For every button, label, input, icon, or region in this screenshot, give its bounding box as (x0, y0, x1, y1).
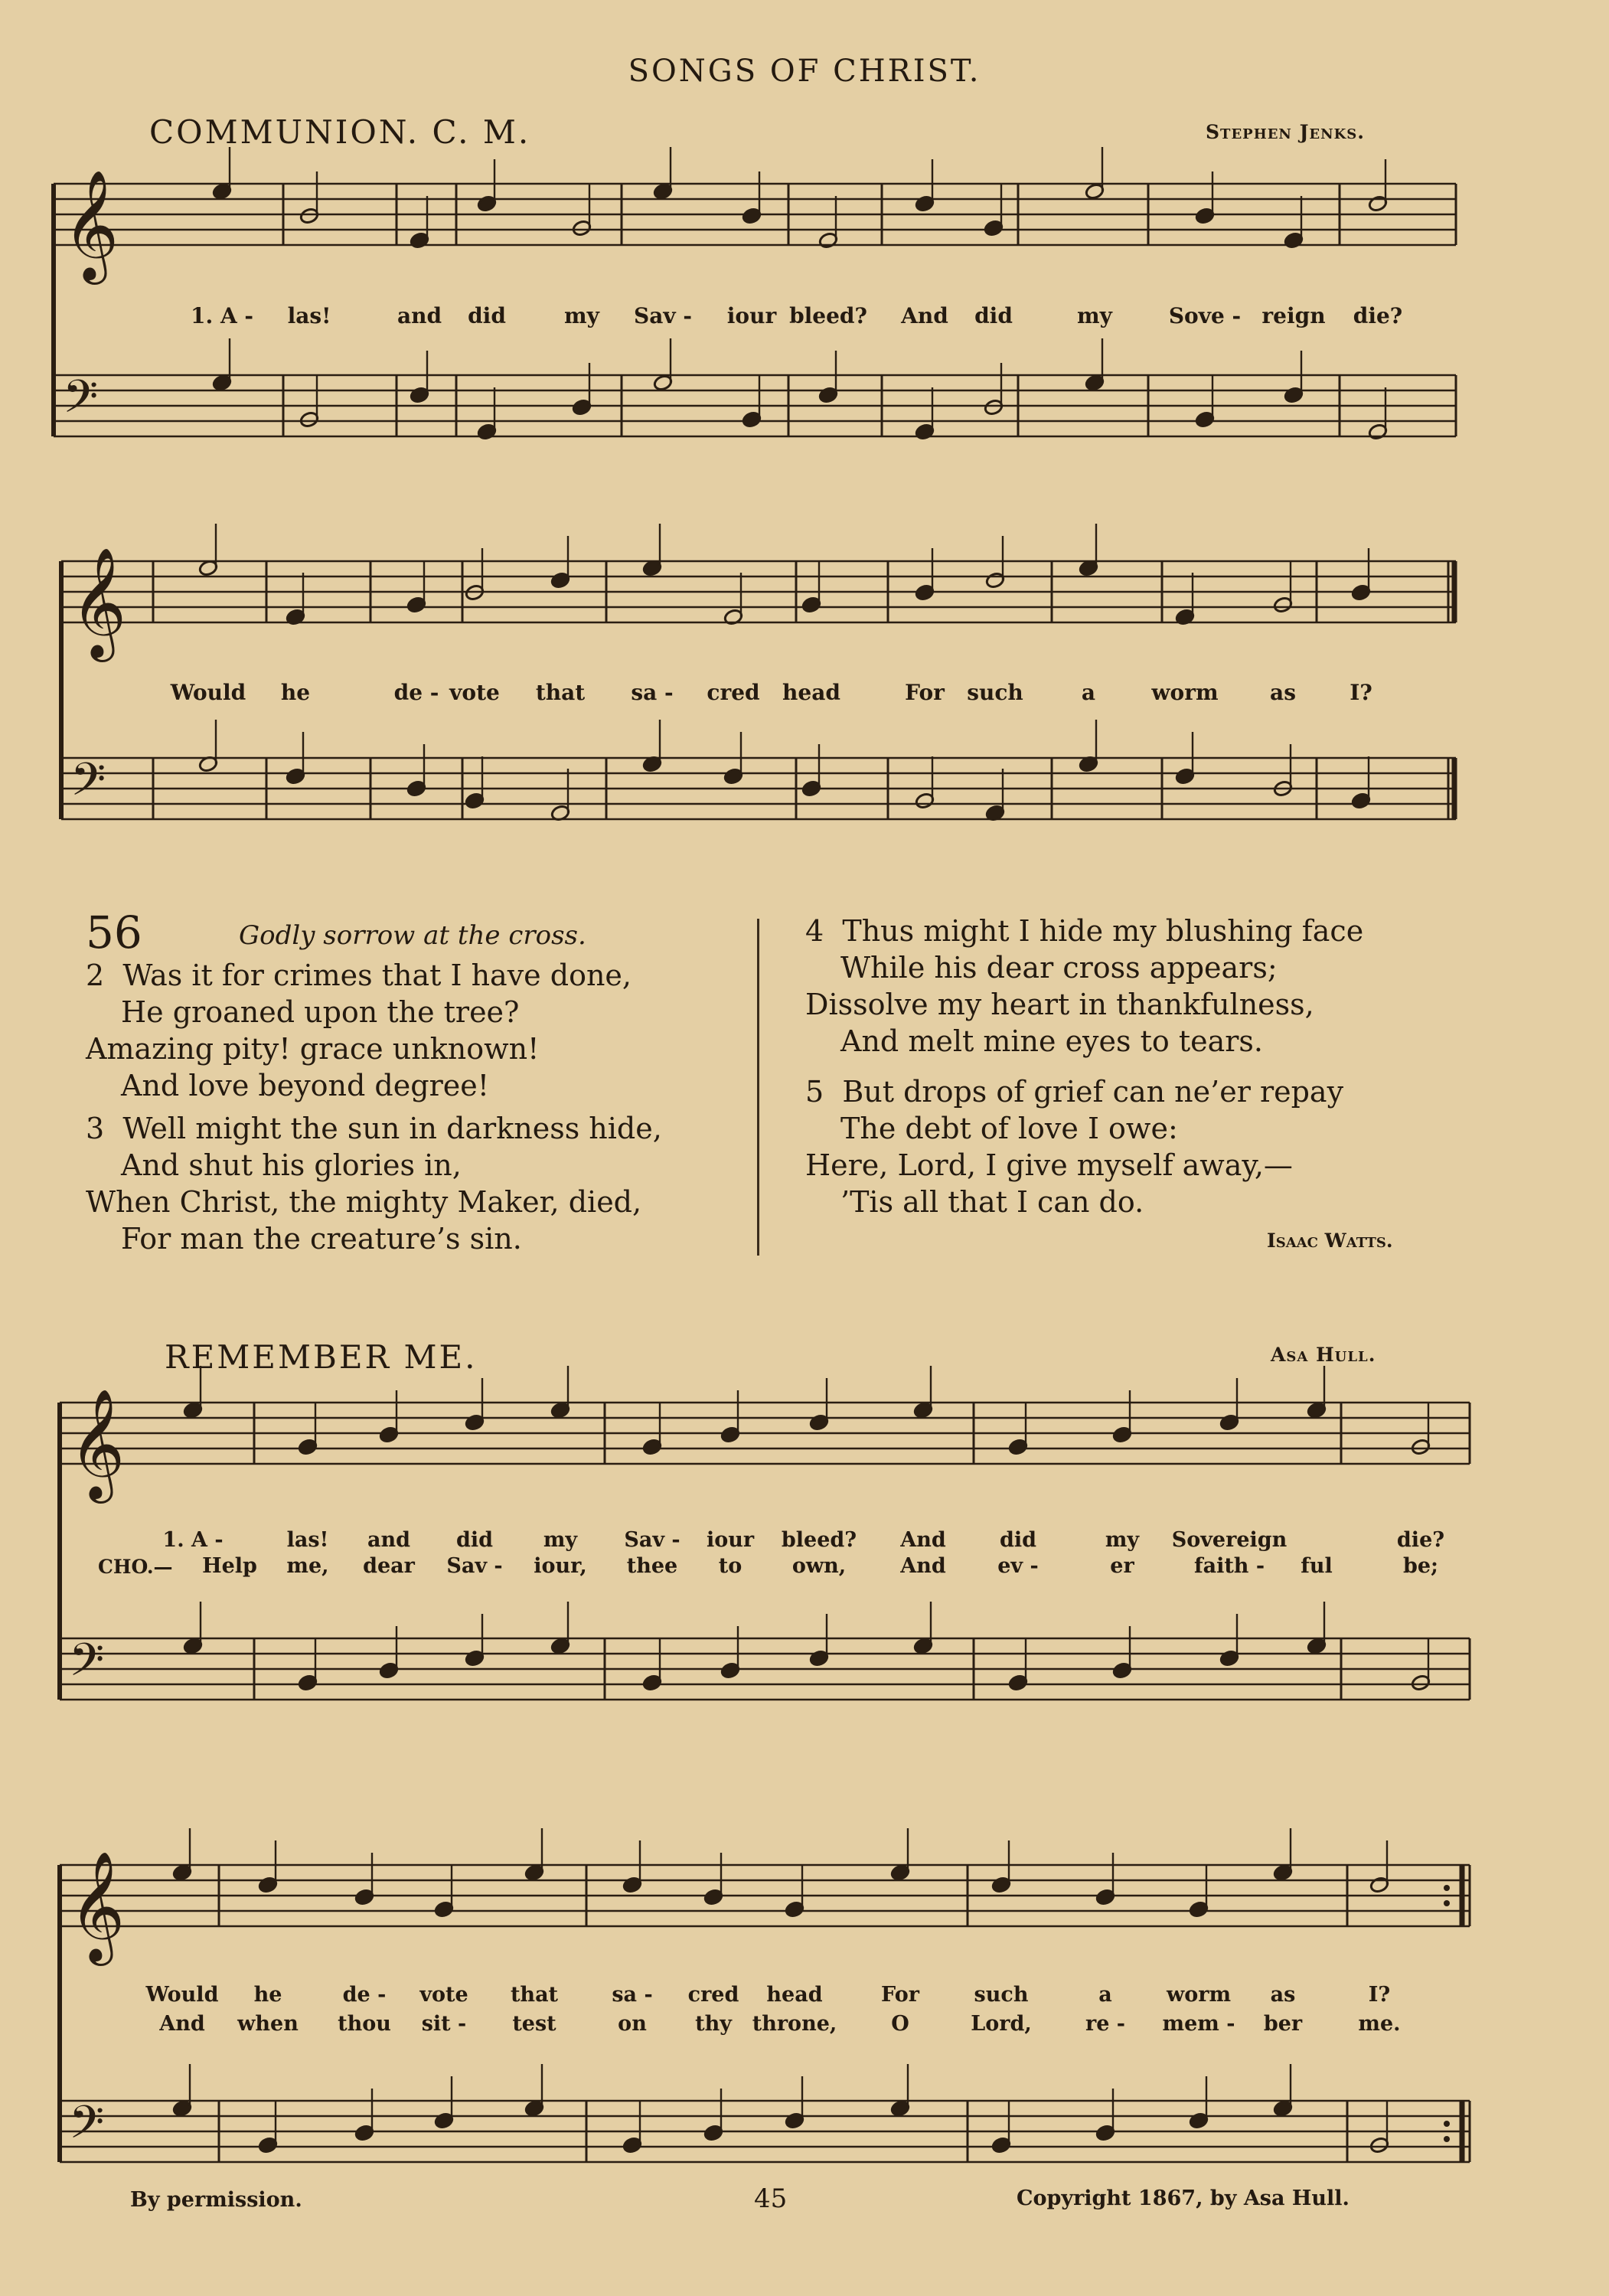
lyric-syllable: die? (1353, 303, 1403, 328)
lyric-syllable: I? (1350, 680, 1372, 705)
lyric-syllable: he (280, 680, 311, 705)
note-head (801, 744, 821, 798)
lyric-syllable: did (999, 1528, 1037, 1552)
note-head (410, 196, 429, 250)
note-head (1189, 2076, 1209, 2130)
lyric-syllable: And (900, 1528, 946, 1552)
lyric-syllable: bleed? (781, 1528, 857, 1552)
note-head (1079, 524, 1098, 577)
note-head (286, 573, 305, 626)
lyric-syllable: Help (202, 1554, 257, 1578)
hymn-number: 56 (86, 906, 142, 959)
lyric-syllable: that (535, 680, 586, 705)
note-head (1079, 720, 1098, 773)
chorus-label: CHO.— (98, 1556, 173, 1578)
note-head (212, 147, 232, 201)
footer-permission: By permission. (130, 2188, 302, 2212)
lyric-syllable: iour (706, 1528, 755, 1552)
lyric-syllable: to (718, 1554, 742, 1578)
lyric-syllable: and (397, 303, 442, 328)
note-head (1351, 756, 1371, 810)
treble-staff (60, 1389, 1470, 1504)
lyric-syllable: when (237, 2012, 299, 2036)
note-head (183, 1366, 203, 1419)
hymn2-chorus-line2 (0, 2012, 1609, 2043)
treble-staff (61, 547, 1456, 662)
note-head (703, 2089, 723, 2142)
lyric-syllable: a (1081, 680, 1096, 705)
lyric-syllable: that (510, 1983, 559, 2007)
note-head (1351, 548, 1371, 602)
note-head (550, 769, 570, 822)
verse-line: Amazing pity! grace unknown! (86, 1032, 540, 1066)
note-head (913, 1602, 933, 1655)
note-head (985, 769, 1005, 822)
note-head (1112, 1390, 1132, 1444)
lyric-syllable: ev - (997, 1554, 1039, 1578)
note-head (915, 756, 935, 810)
lyric-syllable: did (455, 1528, 494, 1552)
lyric-syllable: on (618, 2012, 647, 2036)
note-head (354, 2089, 374, 2142)
note-head (785, 2076, 804, 2130)
treble-clef-icon: 𝄞 (63, 170, 119, 280)
lyric-syllable: Sav - (633, 303, 693, 328)
note-head (818, 196, 838, 250)
note-head (1219, 1378, 1239, 1432)
note-head (410, 351, 429, 404)
lyric-syllable: mem - (1162, 2012, 1235, 2036)
note-head (172, 1828, 192, 1882)
lyric-syllable: head (782, 680, 840, 705)
verse-line: 5 But drops of grief can ne’er repay (805, 1075, 1344, 1109)
page-number: 45 (754, 2183, 788, 2214)
treble-clef-icon: 𝄞 (69, 1389, 126, 1499)
note-head (572, 363, 592, 416)
lyric-syllable: For (881, 1983, 919, 2007)
note-head (703, 1853, 723, 1906)
lyric-syllable: a (1098, 1983, 1112, 2007)
lyric-syllable: cred (707, 680, 760, 705)
note-head (720, 1626, 740, 1680)
note-head (550, 536, 570, 590)
note-head (890, 2064, 910, 2118)
lyric-syllable: 1. A - (162, 1528, 224, 1552)
verses-left-column (86, 957, 662, 1257)
lyric-syllable: And (159, 2012, 205, 2036)
bass-staff (60, 1633, 1470, 1700)
note-head (406, 560, 426, 614)
running-header: SONGS OF CHRIST. (628, 54, 981, 89)
note-head (742, 171, 762, 225)
verse-line: Dissolve my heart in thankfulness, (805, 988, 1314, 1021)
lyric-syllable: cred (687, 1983, 739, 2007)
lyric-syllable: las! (286, 1528, 329, 1552)
note-head (465, 756, 485, 810)
lyric-syllable: dear (363, 1554, 415, 1578)
note-head (1189, 1865, 1209, 1919)
bass-staff (61, 753, 1456, 819)
note-head (1307, 1602, 1327, 1655)
lyric-syllable: my (1077, 303, 1112, 328)
note-head (991, 1840, 1011, 1894)
column-divider (757, 919, 759, 1256)
note-head (1112, 1626, 1132, 1680)
lyric-syllable: faith - (1193, 1554, 1265, 1578)
note-head (406, 744, 426, 798)
note-head (915, 387, 935, 441)
note-head (299, 171, 319, 225)
note-head (1284, 351, 1304, 404)
hymn2-verse-line2 (0, 1983, 1609, 2013)
note-head (434, 1865, 454, 1919)
note-head (984, 363, 1004, 416)
note-head (1273, 560, 1293, 614)
note-head (985, 536, 1005, 590)
treble-clef-icon: 𝄞 (70, 547, 127, 658)
note-head (890, 1828, 910, 1882)
note-head (258, 2101, 278, 2154)
note-head (524, 2064, 544, 2118)
lyric-syllable: iour, (534, 1554, 587, 1578)
note-head (198, 720, 218, 773)
note-head (720, 1390, 740, 1444)
verse-line: 2 Was it for crimes that I have done, (86, 959, 632, 992)
note-head (622, 2101, 642, 2154)
note-head (742, 375, 762, 429)
note-head (818, 351, 838, 404)
hymn2-chorus-line1 (0, 1554, 1609, 1585)
hymn-tag: Godly sorrow at the cross. (239, 920, 586, 951)
note-head (212, 338, 232, 392)
verse-line: And melt mine eyes to tears. (840, 1024, 1263, 1058)
note-head (984, 184, 1004, 237)
note-head (1273, 2064, 1293, 2118)
lyric-syllable: Would (145, 1983, 219, 2007)
treble-clef-icon: 𝄞 (69, 1851, 126, 1961)
composer-asa-hull: Asa Hull. (1271, 1344, 1376, 1366)
lyric-syllable: such (967, 680, 1023, 705)
lyric-syllable: And (901, 303, 948, 328)
verse-line: 4 Thus might I hide my blushing face (805, 914, 1364, 948)
lyric-syllable: Sove - (1168, 303, 1242, 328)
lyric-syllable: my (1105, 1528, 1140, 1552)
note-head (465, 1378, 485, 1432)
lyric-syllable: me. (1358, 2012, 1401, 2036)
note-head (642, 720, 662, 773)
lyric-syllable: worm (1166, 1983, 1232, 2007)
verse-line: And love beyond degree! (121, 1069, 489, 1102)
lyric-syllable: reign (1261, 303, 1326, 328)
lyric-syllable: ful (1301, 1554, 1333, 1578)
bass-staff (54, 370, 1456, 436)
note-head (172, 2064, 192, 2118)
note-head (801, 560, 821, 614)
note-head (1195, 171, 1215, 225)
author-isaac-watts: Isaac Watts. (1267, 1230, 1393, 1252)
lyric-syllable: be; (1402, 1554, 1439, 1578)
lyric-syllable: sa - (631, 680, 674, 705)
bass-clef-icon: 𝄢 (70, 753, 106, 817)
note-head (913, 1366, 933, 1419)
lyric-syllable: I? (1368, 1983, 1391, 2007)
hymn1-lyrics-line1 (0, 303, 1609, 334)
note-head (550, 1602, 570, 1655)
lyric-syllable: ber (1263, 2012, 1303, 2036)
note-head (1008, 1638, 1028, 1692)
lyric-syllable: de - (393, 680, 439, 705)
lyric-syllable: such (974, 1983, 1029, 2007)
lyric-syllable: O (891, 2012, 909, 2036)
hymn-title-communion: COMMUNION. C. M. (149, 113, 531, 151)
lyric-syllable: my (564, 303, 599, 328)
lyric-syllable: as (1270, 1983, 1296, 2007)
verse-line: He groaned upon the tree? (121, 995, 520, 1029)
note-head (1307, 1366, 1327, 1419)
note-head (1175, 573, 1195, 626)
lyric-syllable: and (367, 1528, 411, 1552)
note-head (524, 1828, 544, 1882)
lyric-syllable: sa - (612, 1983, 653, 2007)
verses-right-column (805, 913, 1363, 1220)
lyric-syllable: Would (170, 680, 246, 705)
note-head (354, 1853, 374, 1906)
hymn1-lyrics-line2 (0, 680, 1609, 710)
hymn-title-remember-me: REMEMBER ME. (165, 1338, 478, 1376)
note-head (991, 2101, 1011, 2154)
lyric-syllable: did (974, 303, 1013, 328)
lyric-syllable: throne, (752, 2012, 837, 2036)
verse-line: Here, Lord, I give myself away,— (805, 1148, 1293, 1182)
note-head (915, 159, 935, 213)
verse-line: For man the creature’s sin. (121, 1222, 522, 1256)
lyric-syllable: own, (791, 1554, 847, 1578)
lyric-syllable: me, (286, 1554, 329, 1578)
lyric-syllable: 1. A - (190, 303, 254, 328)
note-head (1369, 1840, 1389, 1894)
note-head (477, 159, 497, 213)
note-head (809, 1614, 829, 1667)
lyric-syllable: Sav - (624, 1528, 680, 1552)
lyric-syllable: sit - (421, 2012, 467, 2036)
note-head (298, 1638, 318, 1692)
note-head (198, 524, 218, 577)
note-head (1085, 338, 1105, 392)
note-head (642, 1638, 662, 1692)
note-head (1195, 375, 1215, 429)
note-head (723, 573, 743, 626)
note-head (1273, 1828, 1293, 1882)
verse-line: 3 Well might the sun in darkness hide, (86, 1112, 662, 1145)
lyric-syllable: re - (1085, 2012, 1126, 2036)
lyric-syllable: vote (449, 680, 500, 705)
footer-copyright: Copyright 1867, by Asa Hull. (1017, 2187, 1350, 2210)
note-head (550, 1366, 570, 1419)
lyric-syllable: thou (338, 2012, 391, 2036)
lyric-syllable: Sav - (446, 1554, 503, 1578)
note-head (915, 548, 935, 602)
bass-clef-icon: 𝄢 (63, 370, 99, 434)
treble-staff (54, 170, 1456, 285)
lyric-syllable: he (253, 1983, 282, 2007)
lyric-syllable: test (512, 2012, 556, 2036)
note-head (183, 1602, 203, 1655)
note-head (1368, 387, 1388, 441)
note-head (622, 1840, 642, 1894)
verse-line: ’Tis all that I can do. (840, 1185, 1144, 1219)
treble-staff (60, 1851, 1470, 1966)
note-head (379, 1390, 399, 1444)
note-head (1219, 1614, 1239, 1667)
note-head (465, 1614, 485, 1667)
note-head (642, 1403, 662, 1456)
note-head (653, 338, 673, 392)
lyric-syllable: worm (1151, 680, 1219, 705)
note-head (434, 2076, 454, 2130)
composer-stephen-jenks: Stephen Jenks. (1206, 121, 1365, 143)
note-head (477, 387, 497, 441)
lyric-syllable: las! (287, 303, 331, 328)
note-head (1368, 159, 1388, 213)
note-head (465, 548, 485, 602)
lyric-syllable: as (1270, 680, 1296, 705)
lyric-syllable: iour (726, 303, 777, 328)
lyric-syllable: And (900, 1554, 946, 1578)
lyric-syllable: thy (695, 2012, 732, 2036)
verse-line: While his dear cross appears; (840, 951, 1278, 985)
note-head (298, 1403, 318, 1456)
lyric-syllable: my (543, 1528, 578, 1552)
lyric-syllable: Sovereign (1171, 1528, 1288, 1552)
note-head (1095, 1853, 1115, 1906)
lyric-syllable: did (468, 303, 506, 328)
note-head (379, 1626, 399, 1680)
note-head (1008, 1403, 1028, 1456)
note-head (1085, 147, 1105, 201)
note-head (258, 1840, 278, 1894)
note-head (653, 147, 673, 201)
note-head (809, 1378, 829, 1432)
note-head (785, 1865, 804, 1919)
note-head (642, 524, 662, 577)
lyric-syllable: vote (419, 1983, 468, 2007)
verse-line: The debt of love I owe: (840, 1112, 1178, 1145)
lyric-syllable: head (766, 1983, 823, 2007)
lyric-syllable: thee (626, 1554, 678, 1578)
verse-line: When Christ, the mighty Maker, died, (86, 1185, 642, 1219)
bass-clef-icon: 𝄢 (69, 2095, 105, 2160)
lyric-syllable: die? (1396, 1528, 1445, 1552)
bass-staff (60, 2095, 1470, 2162)
lyric-syllable: er (1110, 1554, 1134, 1578)
lyric-syllable: de - (342, 1983, 387, 2007)
note-head (1095, 2089, 1115, 2142)
lyric-syllable: bleed? (789, 303, 867, 328)
lyric-syllable: For (905, 680, 945, 705)
note-head (1284, 196, 1304, 250)
verse-line: And shut his glories in, (121, 1148, 462, 1182)
lyric-syllable: Lord, (971, 2012, 1032, 2036)
bass-clef-icon: 𝄢 (69, 1633, 105, 1697)
